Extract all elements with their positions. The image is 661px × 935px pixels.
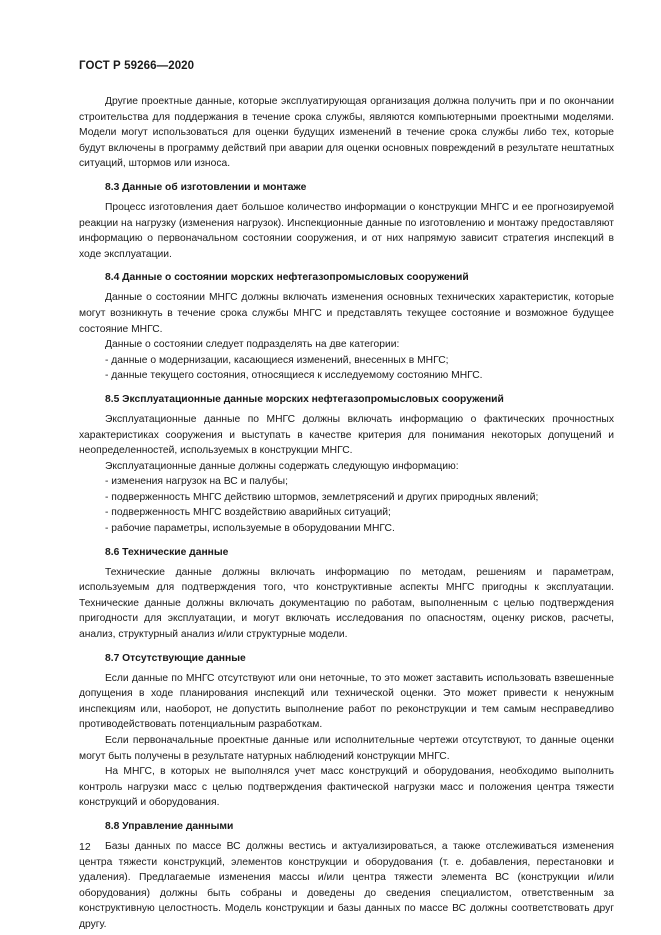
paragraph: Данные о состоянии следует подразделять на две категории: [105, 339, 400, 351]
intro-paragraph: Другие проектные данные, которые эксплуатирующая организация должна получить при и по окончании строительства для поддержания в течение срока службы, являются компьютерными проектными моделями. Модели могут использоваться для оценки будущих изменений в течение срока службы либо тех, которые будут включены в программу действий при аварии для оценки основных повреждений в результате нештатных ситуаций, штормов или износа. [79, 96, 614, 170]
list-item: - подверженность МНГС воздействию аварийных ситуаций; [105, 507, 391, 519]
section-heading: 8.7 Отсутствующие данные [105, 652, 246, 664]
page-number: 12 [79, 841, 91, 853]
section-heading: 8.4 Данные о состоянии морских нефтегазопромысловых сооружений [105, 272, 469, 284]
section-8-6 [79, 546, 614, 643]
section-heading: 8.8 Управление данными [105, 820, 234, 832]
bullet-list [79, 474, 614, 536]
list-item: - подверженность МНГС действию штормов, землетрясений и других природных явлений; [105, 491, 539, 503]
document-body [79, 94, 614, 933]
section-heading: 8.3 Данные об изготовлении и монтаже [105, 181, 307, 193]
section-8-7 [79, 652, 614, 811]
section-8-4 [79, 271, 614, 384]
list-item: - данные о модернизации, касающиеся изменений, внесенных в МНГС; [105, 354, 449, 366]
bullet-list [79, 353, 614, 384]
list-item: - данные текущего состояния, относящиеся к исследуемому состоянию МНГС. [105, 370, 483, 382]
section-8-8 [79, 820, 614, 933]
paragraph: Эксплуатационные данные по МНГС должны включать информацию о фактических прочностных характеристиках сооружения и выступать в качестве критерия для понимания некоторых допущений и неопределенностей, используемых в конструкции МНГС. [79, 413, 614, 457]
paragraph: Данные о состоянии МНГС должны включать изменения основных технических характеристик, которые могут возникнуть в течение срока службы МНГС и представлять текущее состояние и возможное будущее состояние МНГС. [79, 292, 614, 335]
paragraph: Технические данные должны включать информацию по методам, решениям и параметрам, используемым для подтверждения того, что конструктивные аспекты МНГС пригодны к эксплуатации. Технические данные должны включать документацию по работам, выполненным с целью подтверждения пригодности для эксплуатации, и могут включать исследования по опасностям, оценку рисков, расчеты, анализ, структурный анализ и/или структурные модели. [79, 566, 614, 641]
section-8-5 [79, 393, 614, 537]
section-heading: 8.6 Технические данные [105, 546, 229, 558]
paragraph: На МНГС, в которых не выполнялся учет масс конструкций и оборудования, необходимо выполнить контроль нагрузки масс с целью подтверждения фактической нагрузки масс и положения центра тяжести конструкций и оборудования. [79, 766, 614, 809]
paragraph: Если первоначальные проектные данные или исполнительные чертежи отсутствуют, то данные оценки могут быть получены в результате натурных наблюдений конструкции МНГС. [79, 735, 614, 762]
paragraph: Эксплуатационные данные должны содержать следующую информацию: [105, 460, 459, 472]
section-8-3 [79, 181, 614, 262]
list-item: - изменения нагрузок на ВС и палубы; [105, 476, 288, 488]
document-header: ГОСТ Р 59266—2020 [79, 60, 195, 72]
paragraph: Процесс изготовления дает большое количество информации о конструкции МНГС и ее прогнозируемой реакции на нагрузку (изменения нагрузок). Инспекционные данные по изготовлению и монтажу предоставляют информацию о первоначальном состоянии сооружения, и от них напрямую зависит стратегия инспекций в ходе эксплуатации. [79, 201, 614, 260]
list-item: - рабочие параметры, используемые в оборудовании МНГС. [105, 523, 395, 535]
paragraph: Базы данных по массе ВС должны вестись и актуализироваться, а также отслеживаться изменения центра тяжести конструкций, элементов конструкции и оборудования (т. е. добавления, перестановки и удаления). Предлагаемые изменения массы и/или центра тяжести элемента ВС (конструкции и/или оборудования) должны быть собраны и доведены до сведения специалистом, ответственным за конструктивную целостность. Модель конструкции и базы данных по массе ВС должны соответствовать друг другу. [79, 840, 614, 930]
section-heading: 8.5 Эксплуатационные данные морских нефтегазопромысловых сооружений [105, 393, 504, 405]
paragraph: Если данные по МНГС отсутствуют или они неточные, то это может заставить использовать взвешенные допущения в ходе планирования инспекций или технической оценки. Это может привести к ненужным инспекциям или, наоборот, не допустить выполнение работ по реконструкции и тем самым несправедливо противодействовать потенциальным разработкам. [79, 672, 614, 731]
